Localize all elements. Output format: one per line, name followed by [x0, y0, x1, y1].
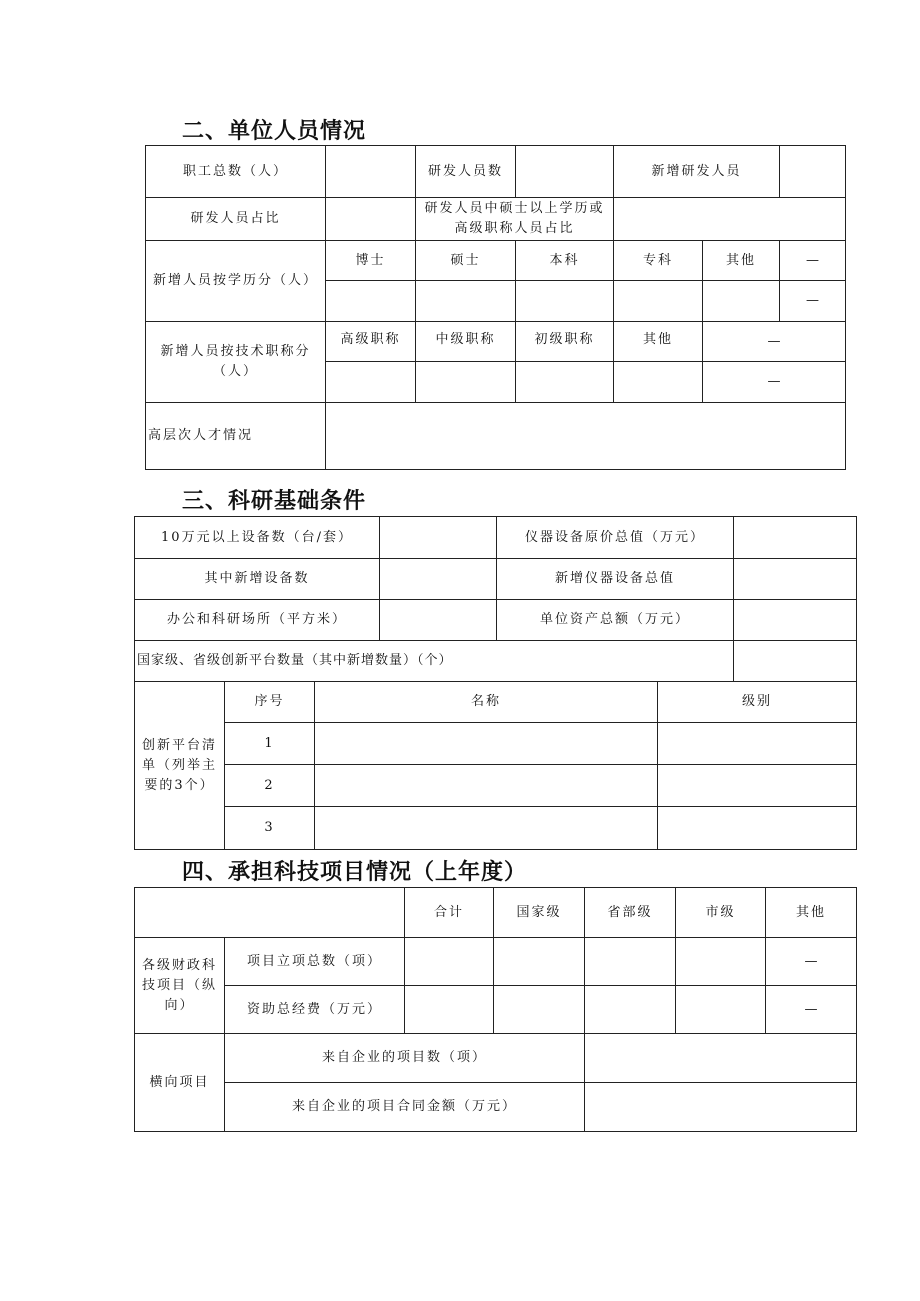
- label-ent-count: 来自企业的项目数（项）: [225, 1034, 585, 1083]
- dash: —: [780, 241, 846, 281]
- dash: —: [766, 938, 857, 986]
- input-equip-count[interactable]: [380, 517, 497, 559]
- input-municipal[interactable]: [676, 986, 766, 1034]
- input-edu-college[interactable]: [614, 281, 703, 322]
- label-gov-projects-line2: 技项目（纵: [141, 977, 217, 993]
- input-edu-bachelor[interactable]: [516, 281, 614, 322]
- input-provincial[interactable]: [585, 938, 676, 986]
- edu-header: 专科: [614, 241, 703, 281]
- label-assets: 单位资产总额（万元）: [497, 600, 734, 641]
- input-new-equip[interactable]: [380, 559, 497, 600]
- label-horizontal: 横向项目: [135, 1034, 225, 1132]
- label-gov-projects: [135, 938, 225, 1034]
- section-4-title: 四、承担科技项目情况（上年度）: [182, 860, 528, 885]
- header-blank: [135, 888, 405, 938]
- staff-table: [145, 145, 846, 470]
- label-new-equip-value: 新增仪器设备总值: [497, 559, 734, 600]
- dash: —: [703, 362, 846, 403]
- label-talent: 高层次人才情况: [146, 403, 326, 470]
- label-platform-list-line3: 要的3个）: [144, 777, 215, 793]
- edu-header: 博士: [326, 241, 416, 281]
- label-by-title-line1: 新增人员按技术职称分: [160, 344, 311, 359]
- input-national[interactable]: [494, 938, 585, 986]
- label-project-count: 项目立项总数（项）: [225, 938, 405, 986]
- input-national[interactable]: [494, 986, 585, 1034]
- label-staff-total: 职工总数（人）: [146, 146, 326, 198]
- label-rd-ratio: 研发人员占比: [146, 198, 326, 241]
- section-2-title: 二、单位人员情况: [182, 119, 367, 144]
- input-platform-name[interactable]: [315, 765, 658, 807]
- input-total[interactable]: [405, 938, 494, 986]
- edu-header: 本科: [516, 241, 614, 281]
- col-header: 国家级: [494, 888, 585, 938]
- input-rd-count[interactable]: [516, 146, 614, 198]
- header-no: 序号: [225, 682, 315, 723]
- input-title-junior[interactable]: [516, 362, 614, 403]
- input-master-ratio[interactable]: [614, 198, 846, 241]
- edu-header: 硕士: [416, 241, 516, 281]
- label-ent-amount: 来自企业的项目合同金额（万元）: [225, 1083, 585, 1132]
- input-equip-value[interactable]: [734, 517, 857, 559]
- label-platform-list: [135, 682, 225, 850]
- input-new-rd[interactable]: [780, 146, 846, 198]
- input-platforms[interactable]: [734, 641, 857, 682]
- input-edu-phd[interactable]: [326, 281, 416, 322]
- col-header: 合计: [405, 888, 494, 938]
- row-no: 1: [225, 723, 315, 765]
- input-title-senior[interactable]: [326, 362, 416, 403]
- input-assets[interactable]: [734, 600, 857, 641]
- input-ent-amount[interactable]: [585, 1083, 857, 1132]
- label-master-ratio-line1: 研发人员中硕士以上学历或: [424, 201, 605, 216]
- label-gov-projects-line3: 向）: [164, 997, 195, 1013]
- input-platform-level[interactable]: [658, 765, 857, 807]
- col-header: 省部级: [585, 888, 676, 938]
- projects-table: [134, 887, 857, 1132]
- label-platform-list-line2: 单（列举主: [141, 757, 217, 773]
- row-no: 3: [225, 807, 315, 850]
- title-header: 其他: [614, 322, 703, 362]
- label-new-equip: 其中新增设备数: [135, 559, 380, 600]
- label-by-title-line2: （人）: [212, 364, 258, 379]
- input-new-equip-value[interactable]: [734, 559, 857, 600]
- label-gov-projects-line1: 各级财政科: [141, 957, 217, 973]
- header-level: 级别: [658, 682, 857, 723]
- input-platform-level[interactable]: [658, 807, 857, 850]
- label-master-ratio: [416, 198, 614, 241]
- input-municipal[interactable]: [676, 938, 766, 986]
- section-3-title: 三、科研基础条件: [182, 489, 367, 514]
- label-equip-count: 10万元以上设备数（台/套）: [135, 517, 380, 559]
- input-edu-master[interactable]: [416, 281, 516, 322]
- dash: —: [703, 322, 846, 362]
- input-rd-ratio[interactable]: [326, 198, 416, 241]
- input-ent-count[interactable]: [585, 1034, 857, 1083]
- col-header: 市级: [676, 888, 766, 938]
- label-office-area: 办公和科研场所（平方米）: [135, 600, 380, 641]
- label-master-ratio-line2: 高级职称人员占比: [454, 221, 575, 236]
- input-edu-other[interactable]: [703, 281, 780, 322]
- label-equip-value: 仪器设备原价总值（万元）: [497, 517, 734, 559]
- title-header: 高级职称: [326, 322, 416, 362]
- input-provincial[interactable]: [585, 986, 676, 1034]
- dash: —: [766, 986, 857, 1034]
- label-by-education: 新增人员按学历分（人）: [146, 241, 326, 322]
- title-header: 初级职称: [516, 322, 614, 362]
- input-platform-name[interactable]: [315, 723, 658, 765]
- edu-header: 其他: [703, 241, 780, 281]
- row-no: 2: [225, 765, 315, 807]
- title-header: 中级职称: [416, 322, 516, 362]
- input-staff-total[interactable]: [326, 146, 416, 198]
- label-funding: 资助总经费（万元）: [225, 986, 405, 1034]
- header-name: 名称: [315, 682, 658, 723]
- input-talent[interactable]: [326, 403, 846, 470]
- col-header: 其他: [766, 888, 857, 938]
- input-title-middle[interactable]: [416, 362, 516, 403]
- input-platform-level[interactable]: [658, 723, 857, 765]
- dash: —: [780, 281, 846, 322]
- input-platform-name[interactable]: [315, 807, 658, 850]
- label-rd-count: 研发人员数: [416, 146, 516, 198]
- label-by-title: [146, 322, 326, 403]
- label-platforms: 国家级、省级创新平台数量（其中新增数量）（个）: [135, 641, 734, 682]
- input-office-area[interactable]: [380, 600, 497, 641]
- label-platform-list-line1: 创新平台清: [141, 737, 217, 753]
- input-total[interactable]: [405, 986, 494, 1034]
- research-table-main: [134, 516, 857, 850]
- label-new-rd: 新增研发人员: [614, 146, 780, 198]
- input-title-other[interactable]: [614, 362, 703, 403]
